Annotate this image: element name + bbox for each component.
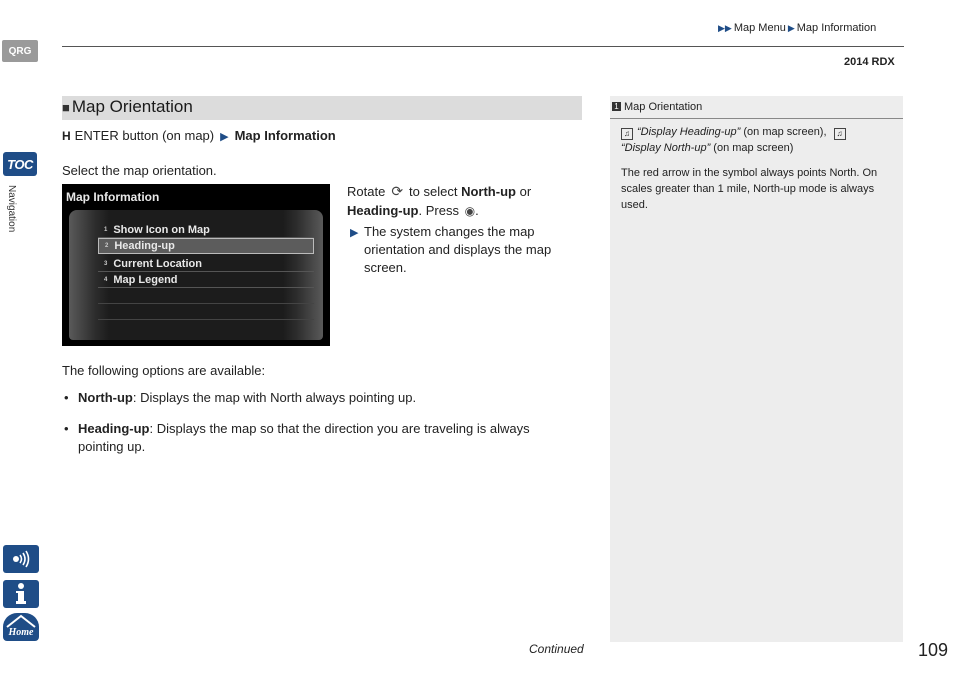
option-term: Heading-up: [78, 421, 150, 436]
instr-rotate: Rotate: [347, 184, 386, 199]
side-note-body: The red arrow in the symbol always points North. On scales greater than 1 mile, North-up mode is always used.: [621, 167, 878, 211]
instr-or: or: [519, 184, 532, 199]
voice-command-icon: ♫: [834, 128, 846, 140]
result-arrow-icon: ▶: [350, 227, 359, 239]
side-note-title-text: Map Orientation: [624, 101, 703, 113]
breadcrumb-arrow-icon: ▶: [787, 23, 795, 33]
home-icon: [3, 613, 39, 641]
instr-end: .: [475, 203, 479, 218]
result-text: [350, 223, 576, 277]
home-button[interactable]: [3, 613, 39, 641]
menu-item-label: Current Location: [113, 257, 202, 270]
voice-context: (on map screen),: [740, 126, 827, 138]
side-note-title: [612, 101, 702, 113]
menu-item-label: Show Icon on Map: [113, 223, 210, 236]
voice-commands: [621, 124, 896, 156]
option-desc: : Displays the map with North always pointing up.: [132, 390, 417, 405]
instr-north-up: North-up: [461, 184, 516, 199]
bullet-dot-icon: •: [64, 421, 69, 436]
note-ref-icon: 1: [612, 102, 621, 111]
screen-menu-empty-row: [98, 288, 314, 304]
menu-item-label: Map Legend: [113, 273, 178, 286]
option-term: North-up: [78, 390, 133, 405]
toc-tab[interactable]: TOC: [3, 152, 37, 176]
navigation-path: [62, 128, 336, 143]
nav-path-target: Map Information: [234, 128, 336, 143]
enter-button-icon: H: [62, 129, 71, 143]
info-button[interactable]: [3, 580, 39, 608]
model-label: 2014 RDX: [844, 56, 895, 68]
voice-command-icon: ♫: [621, 128, 633, 140]
screen-menu-empty-row: [98, 304, 314, 320]
menu-item-number: 3: [104, 260, 108, 267]
screen-menu-item: [98, 222, 314, 238]
voice-command-heading-up: “Display Heading-up”: [637, 126, 741, 138]
voice-context: (on map screen): [710, 142, 794, 154]
bullet-dot-icon: •: [64, 390, 69, 405]
qrg-tab[interactable]: QRG: [2, 40, 38, 62]
section-title-text: Map Orientation: [71, 97, 193, 116]
option-north-up: [64, 389, 564, 407]
instr-press: . Press: [418, 203, 459, 218]
instr-heading-up: Heading-up: [347, 203, 419, 218]
chapter-label-text: Navigation: [6, 185, 17, 233]
voice-command-button[interactable]: [3, 545, 39, 573]
info-icon: [11, 582, 31, 606]
interface-dial-rotate-icon: ⟳: [391, 183, 404, 199]
screen-menu-item: [98, 272, 314, 288]
menu-item-number: 1: [104, 226, 108, 233]
result-text-body: The system changes the map orientation and displays the map screen.: [364, 224, 552, 275]
home-label: Home: [8, 627, 34, 638]
menu-item-label: Heading-up: [114, 240, 175, 252]
breadcrumb-arrow-icon: ▶▶: [718, 23, 732, 33]
voice-command-icon: [9, 548, 33, 570]
screen-title: Map Information: [66, 190, 160, 204]
menu-item-number: 4: [104, 276, 108, 283]
map-information-screenshot: [62, 184, 330, 346]
menu-item-number: 2: [105, 243, 109, 249]
screen-menu-item-selected: [98, 238, 314, 254]
nav-path-start: ENTER button (on map): [74, 128, 215, 143]
breadcrumb-map-information[interactable]: Map Information: [796, 22, 877, 34]
chapter-label: [4, 185, 18, 245]
nav-arrow-icon: ▶: [220, 131, 229, 143]
interface-dial-enter-icon: ◉: [464, 204, 476, 218]
breadcrumb-map-menu[interactable]: Map Menu: [733, 22, 786, 34]
breadcrumb: [716, 22, 876, 34]
option-desc: : Displays the map so that the direction you are traveling is always pointing up.: [78, 421, 530, 454]
header-divider: [62, 46, 904, 47]
option-heading-up: [64, 420, 574, 456]
screen-menu-item: [98, 256, 314, 272]
section-title: [62, 97, 193, 117]
continued-label: Continued: [529, 642, 584, 656]
instr-to-select: to select: [409, 184, 458, 199]
square-bullet-icon: ■: [62, 100, 70, 115]
side-note-divider: [610, 118, 903, 119]
instruction-text: [347, 182, 575, 221]
intro-text: Select the map orientation.: [62, 163, 217, 178]
voice-command-north-up: “Display North-up”: [621, 142, 711, 154]
page-number: 109: [918, 640, 949, 660]
options-intro: The following options are available:: [62, 363, 266, 378]
